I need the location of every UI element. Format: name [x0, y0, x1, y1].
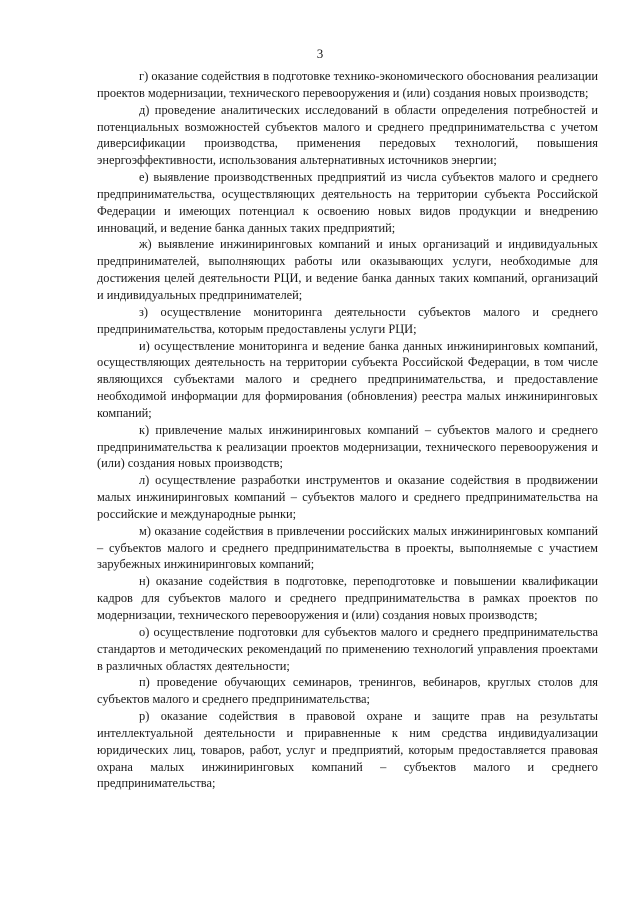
- paragraph-d: д) проведение аналитических исследований в области определения потребностей и потенциальных возможностей субъектов малого и среднего предпринимательства с учетом диверсификации производства, применения передовых технологий, повышения энергоэффективности, использования альтернативных источников энергии;: [97, 102, 598, 168]
- paragraph-m: м) оказание содействия в привлечении российских малых инжиниринговых компаний – субъектов малого и среднего предпринимательства в проекты, выполняемые с участием зарубежных инжиниринговых компаний;: [97, 523, 598, 572]
- paragraph-o: о) осуществление подготовки для субъектов малого и среднего предпринимательства стандартов и методических рекомендаций по применению технологий управления проектами в различных областях деятельности;: [97, 624, 598, 673]
- paragraph-i: и) осуществление мониторинга и ведение банка данных инжиниринговых компаний, осуществляющих деятельность на территории субъекта Российской Федерации, в том числе являющихся субъектами малого и среднего предпринимательства, и предоставление необходимой информации для формирования (обновления) реестра малых инжиниринговых компаний;: [97, 338, 598, 420]
- paragraph-l: л) осуществление разработки инструментов и оказание содействия в продвижении малых инжиниринговых компаний – субъектов малого и среднего предпринимательства на российские и международные рынки;: [97, 473, 598, 521]
- page-number: 3: [316, 46, 324, 61]
- paragraph-n: н) оказание содействия в подготовке, переподготовке и повышении квалификации кадров для субъектов малого и среднего предпринимательства в рамках проектов по модернизации, технического перевооружения и (или) создания новых производств;: [97, 574, 598, 622]
- document-body: [97, 68, 598, 792]
- paragraph-r: р) оказание содействия в правовой охране и защите прав на результаты интеллектуальной деятельности и приравненные к ним средства индивидуализации юридических лиц, товаров, работ, услуг и предприятий, которым предоставляется правовая охрана малых инжиниринговых компаний – субъектов малого и среднего предпринимательства;: [97, 709, 598, 791]
- paragraph-e: е) выявление производственных предприятий из числа субъектов малого и среднего предпринимательства, осуществляющих деятельность на территории субъекта Российской Федерации и имеющих потенциал к освоению новых видов продукции и внедрению инноваций, и ведение банка данных таких предприятий;: [97, 170, 598, 235]
- paragraph-zh: ж) выявление инжиниринговых компаний и иных организаций и индивидуальных предпринимателей, выполняющих работы или оказывающих услуги, необходимые для достижения целей деятельности РЦИ, и ведение банка данных таких компаний, организаций и индивидуальных предпринимателей;: [97, 237, 598, 302]
- paragraph-p: п) проведение обучающих семинаров, тренингов, вебинаров, круглых столов для субъектов малого и среднего предпринимательства;: [97, 675, 598, 707]
- paragraph-z: з) осуществление мониторинга деятельности субъектов малого и среднего предпринимательства, которым предоставлены услуги РЦИ;: [97, 304, 598, 336]
- paragraph-k: к) привлечение малых инжиниринговых компаний – субъектов малого и среднего предпринимательства к реализации проектов модернизации, технического перевооружения и (или) создания новых производств;: [97, 422, 598, 471]
- paragraph-g: г) оказание содействия в подготовке технико-экономического обоснования реализации проектов модернизации, технического перевооружения и (или) создания новых производств;: [97, 69, 598, 100]
